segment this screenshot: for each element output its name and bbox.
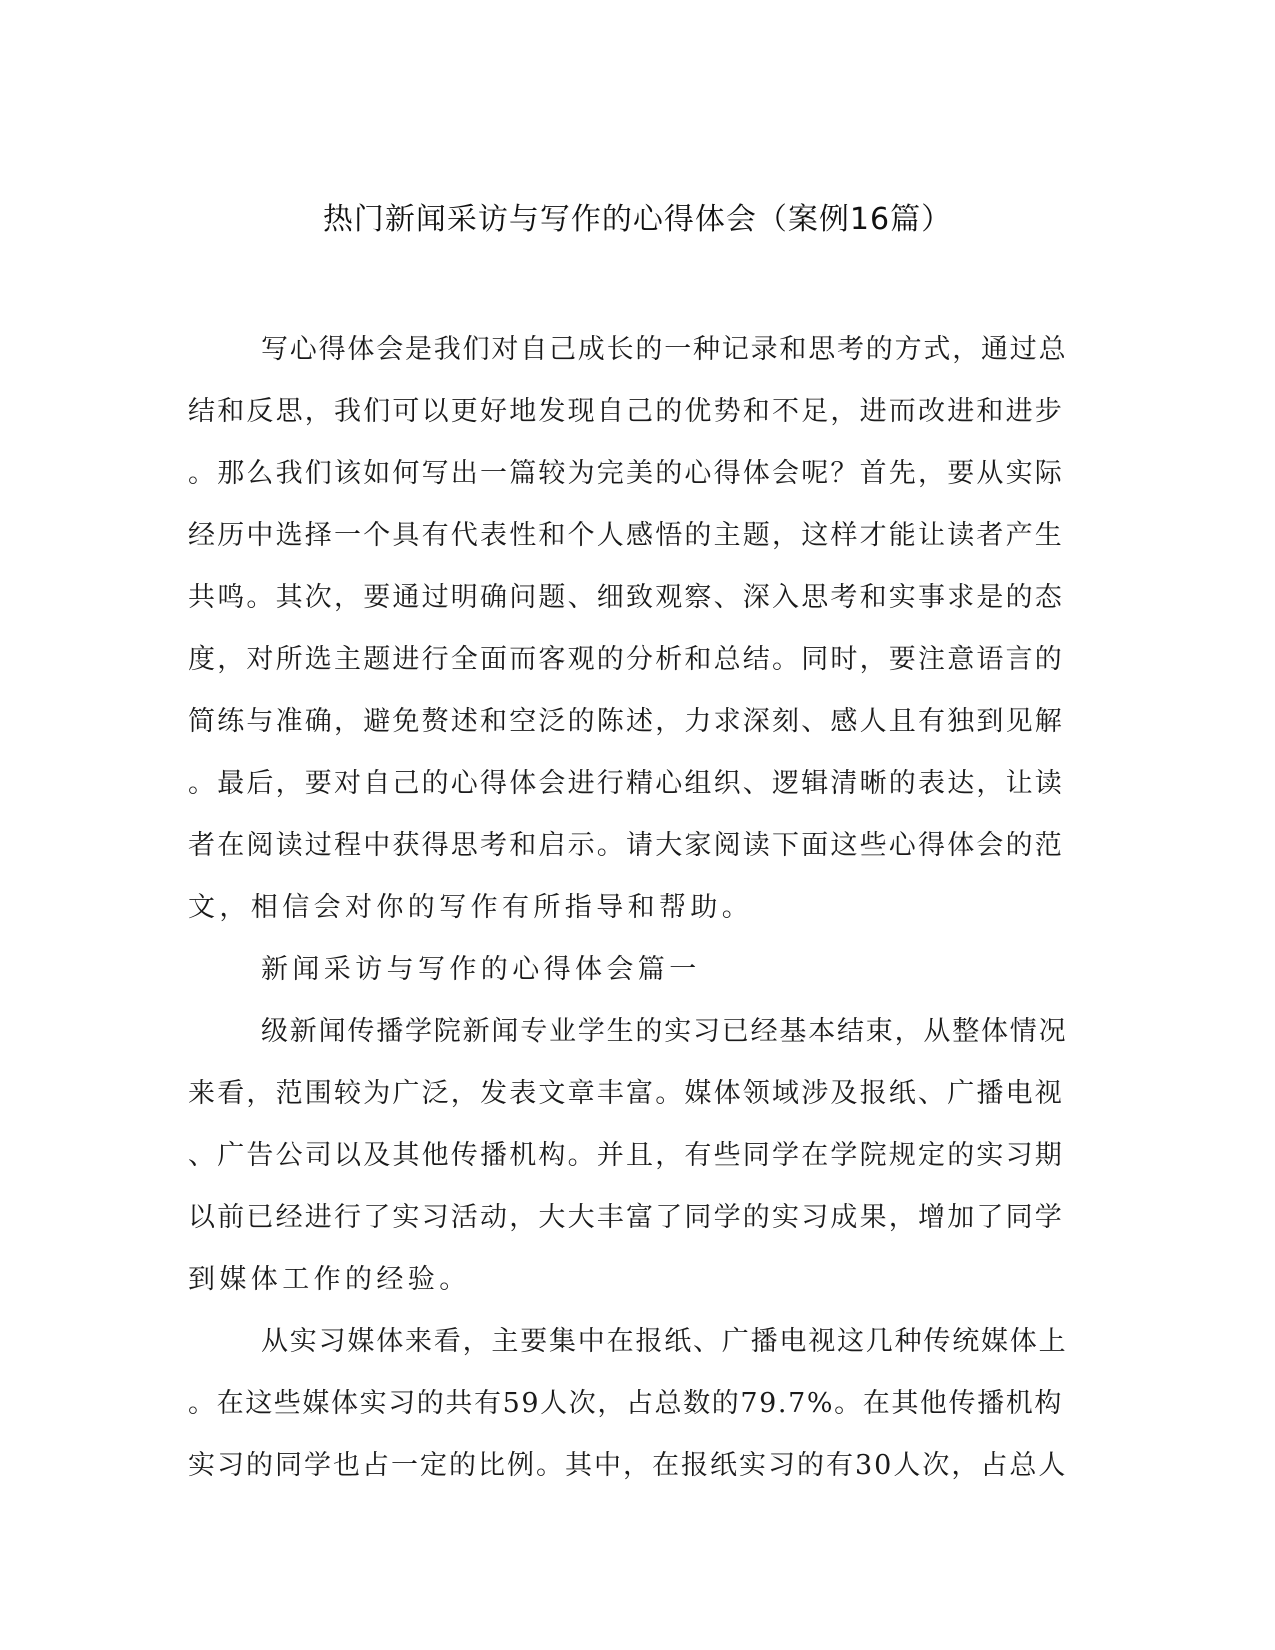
text-line: 来看，范围较为广泛，发表文章丰富。媒体领域涉及报纸、广播电视 <box>188 1078 1064 1109</box>
text-line: 、广告公司以及其他传播机构。并且，有些同学在学院规定的实习期 <box>188 1140 1064 1171</box>
text-line: 新闻采访与写作的心得体会篇一 <box>261 954 701 985</box>
text-line: 简练与准确，避免赘述和空泛的陈述，力求深刻、感人且有独到见解 <box>188 706 1064 737</box>
document-body <box>188 330 1068 1508</box>
text-line: 。在这些媒体实习的共有59人次，占总数的79.7%。在其他传播机构 <box>188 1388 1063 1419</box>
text-line: 实习的同学也占一定的比例。其中，在报纸实习的有30人次，占总人 <box>188 1450 1068 1481</box>
text-line: 者在阅读过程中获得思考和启示。请大家阅读下面这些心得体会的范 <box>188 830 1064 861</box>
text-line: 。那么我们该如何写出一篇较为完美的心得体会呢？首先，要从实际 <box>188 458 1064 489</box>
text-line: 级新闻传播学院新闻专业学生的实习已经基本结束，从整体情况 <box>261 1016 1068 1047</box>
document-title: 热门新闻采访与写作的心得体会（案例16篇） <box>322 202 953 237</box>
text-line: 经历中选择一个具有代表性和个人感悟的主题，这样才能让读者产生 <box>188 520 1064 551</box>
text-line: 文，相信会对你的写作有所指导和帮助。 <box>188 892 754 923</box>
text-line: 。最后，要对自己的心得体会进行精心组织、逻辑清晰的表达，让读 <box>188 768 1064 799</box>
text-line: 度，对所选主题进行全面而客观的分析和总结。同时，要注意语言的 <box>188 644 1064 675</box>
text-line: 到媒体工作的经验。 <box>188 1264 471 1295</box>
text-line: 共鸣。其次，要通过明确问题、细致观察、深入思考和实事求是的态 <box>188 582 1064 613</box>
text-line: 写心得体会是我们对自己成长的一种记录和思考的方式，通过总 <box>261 334 1068 365</box>
text-line: 从实习媒体来看，主要集中在报纸、广播电视这几种传统媒体上 <box>261 1326 1068 1357</box>
text-line: 结和反思，我们可以更好地发现自己的优势和不足，进而改进和进步 <box>188 396 1064 427</box>
text-line: 以前已经进行了实习活动，大大丰富了同学的实习成果，增加了同学 <box>188 1202 1064 1233</box>
